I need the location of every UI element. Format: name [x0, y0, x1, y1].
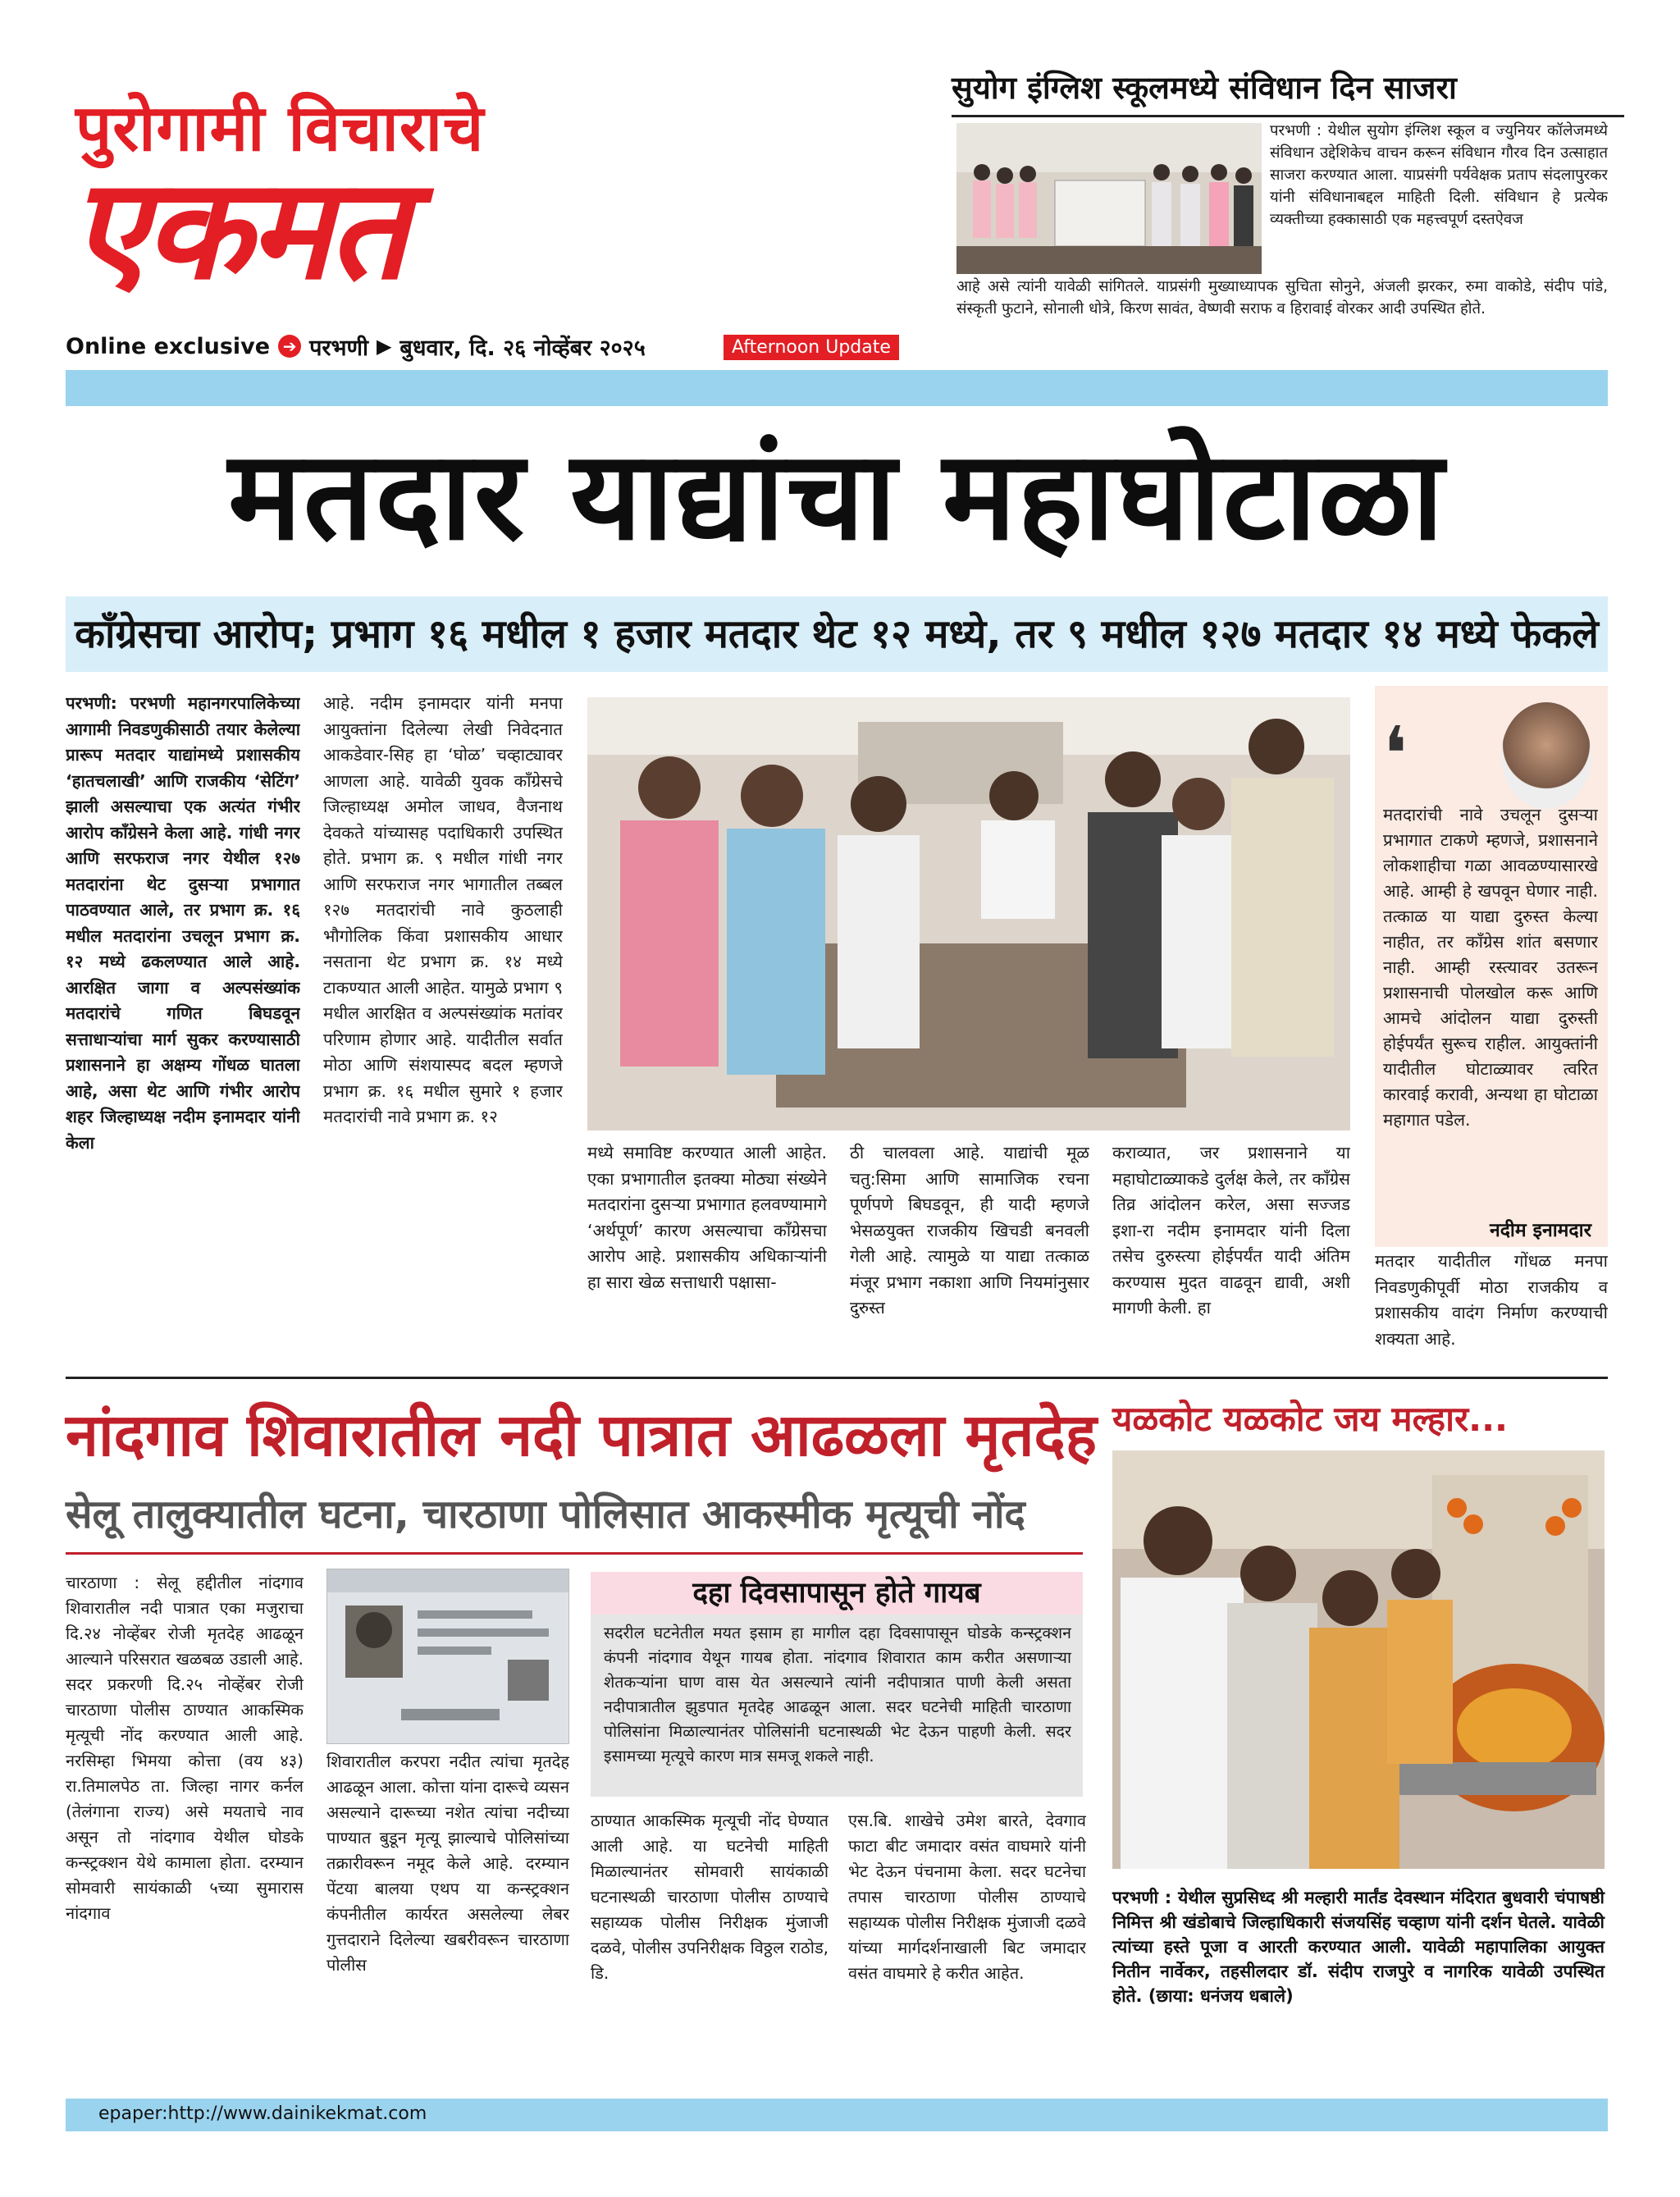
section-divider — [66, 1377, 1608, 1379]
quote-text: मतदारांची नावे उचलून दुसऱ्या प्रभागात टाकणे म्हणजे, प्रशासनाने लोकशाहीचा गळा आवळण्यासारखे आहे. आम्ही हे खपवून घेणार नाही. तत्काळ या याद्या दुरुस्त केल्या नाहीत, तर कॉंग्रेस शांत बसणार नाही. आम्ही रस्त्यावर उतरून प्रशासनाची पोलखोल करू आणि आमचे आंदोलन याद्या दुरुस्ती होईपर्यंत सुरूच राहील. आयुक्तांनी यादीतील घोटाळ्यावर त्वरित कारवाई करावी, अन्यथा हा घोटाळा महागात पडेल. — [1383, 805, 1598, 1130]
main-headline: मतदार याद्यांचा महाघोटाळा — [228, 425, 1445, 568]
masthead-logo: एकमत — [71, 148, 405, 311]
main-subhead: कॉंग्रेसचा आरोप; प्रभाग १६ मधील १ हजार मतदार थेट १२ मध्ये, तर ९ मधील १२७ मतदार १४ मध्ये फेकले — [75, 611, 1599, 657]
top-right-body-side: परभणी : येथील सुयोग इंग्लिश स्कूल व ज्युनियर कॉलेजमध्ये संविधान उद्देशिकेच वाचन करून संविधान गौरव दिन उत्साहात साजरा करण्यात आला. याप्रसंगी पर्यवेक्षक प्रताप संदलापुरकर यांनी संविधानाबद्दल माहिती दिली. संविधान हे प्रत्येक व्यक्तीच्या हक्कासाठी एक महत्त्वपूर्ण दस्तऐवज — [1270, 122, 1608, 228]
main-story-col-6: मतदार यादीतील गोंधळ मनपा निवडणुकीपूर्वी मोठा राजकीय व प्रशासकीय वादंग निर्माण करण्याची शक्यता आहे. — [1375, 1251, 1608, 1349]
nandgaon-col-1: चारठाणा : सेलू हद्दीतील नांदगाव शिवारातील नदी पात्रात एका मजुराचा दि.२४ नोव्हेंबर रोजी मृतदेह आढळून आल्याने परिसरात खळबळ उडाली आहे. सदर प्रकरणी दि.२५ नोव्हेंबर रोजी चारठाणा पोलीस ठाण्यात आकस्मिक मृत्यूची नोंद करण्यात आली आहे. नरसिम्हा भिमया कोत्ता (वय ४३) रा.तिमालपेठ ता. जिल्हा नागर कर्नल (तेलंगाना राज्य) असे मयताचे नाव असून तो नांदगाव येथील घोडके कन्स्ट्रक्शन येथे कामाला होता. दरम्यान सोमवारी सायंकाळी ५च्या सुमारास नांदगाव — [66, 1573, 304, 1923]
top-right-headline: सुयोग इंग्लिश स्कूलमध्ये संविधान दिन साजरा — [952, 66, 1624, 117]
nandgaon-subhead: सेलू तालुक्यातील घटना, चारठाणा पोलिसात आकस्मीक मृत्यूची नोंद — [66, 1491, 1025, 1537]
epaper-link[interactable]: epaper:http://www.dainikekmat.com — [98, 2103, 427, 2124]
id-card-photo — [326, 1569, 569, 1744]
nandgaon-col-4: एस.बि. शाखेचे उमेश बारते, देवगाव फाटा बीट जमादार वसंत वाघमारे यांनी भेट देऊन पंचनामा केला. सदर घटनेचा तपास चारठाणा पोलीस ठाण्याचे सहाय्यक पोलीस निरीक्षक मुंजाजी दळवे यांच्या मार्गदर्शनाखाली बिट जमादार वसंत वाघमारे हे करीत आहेत. — [848, 1811, 1086, 1983]
temple-photo — [1112, 1450, 1605, 1869]
nandgaon-col-3: ठाण्यात आकस्मिक मृत्यूची नोंद घेण्यात आली आहे. या घटनेची माहिती मिळाल्यानंतर सोमवारी सायंकाळी घटनास्थळी चारठाणा पोलीस ठाण्याचे सहाय्यक पोलीस निरीक्षक मुंजाजी दळवे, पोलीस उपनिरीक्षक विठ्ठल राठोड, डि. — [591, 1811, 829, 1983]
online-label: Online exclusive — [66, 333, 271, 359]
main-story-col-3: मध्ये समाविष्ट करण्यात आली आहेत. एका प्रभागातील इतक्या मोठ्या संख्येने मतदारांना दुसऱ्या प्रभागात हलवण्यामागे ‘अर्थपूर्ण’ कारण असल्याचा कॉंग्रेसचा आरोप आहे. प्रशासकीय अधिकाऱ्यांनी हा सारा खेळ सत्ताधारी पक्षासा- — [587, 1143, 827, 1292]
main-story-col-2: आहे. नदीम इनामदार यांनी मनपा आयुक्तांना दिलेल्या लेखी निवेदनात आकडेवार-सिह हा ‘घोळ’ चव्हाट्यावर आणला आहे. यावेळी युवक कॉंग्रेसचे जिल्हाध्यक्ष अमोल जाधव, वैजनाथ देवकते यांच्यासह पदाधिकारी उपस्थित होते. प्रभाग क्र. ९ मधील गांधी नगर आणि सरफराज नगर भागातील तब्बल १२७ मतदारांची नावे कुठलाही भौगोलिक किंवा प्रशासकीय आधार नसताना थेट प्रभाग क्र. १४ मध्ये टाकण्यात आली आहेत. यामुळे प्रभाग ९ मधील आरक्षित व अल्पसंख्यांक मतांवर परिणाम होणार आहे. यादीतील सर्वात मोठा आणि संशयास्पद बदल म्हणजे प्रभाग क्र. १६ मधील सुमारे १ हजार मतदारांची नावे प्रभाग क्र. १२ — [323, 693, 563, 1126]
play-icon: ▶ — [376, 335, 392, 358]
main-story-col-4: ठी चालवला आहे. याद्यांची मूळ चतु:सिमा आणि सामाजिक रचना पूर्णपणे बिघडवून, ही यादी म्हणजे भेसळयुक्त राजकीय खिचडी बनवली गेली आहे. त्यामुळे या याद्या तत्काळ मंजूर प्रभाग नकाशा आणि नियमांनुसार दुरुस्त — [850, 1143, 1089, 1318]
congress-delegation-photo — [587, 697, 1350, 1130]
nandgaon-col-2: शिवारातील करपरा नदीत त्यांचा मृतदेह आढळून आला. कोत्ता यांना दारूचे व्यसन असल्याने दारूच्या नशेत त्यांचा नदीच्या पाण्यात बुडून मृत्यू झाल्याचे पोलिसांच्या तक्रारीवरून नमूद केले आहे. दरम्यान पेंटया बालया एथप या कन्स्ट्रक्शन कंपनीतील कार्यरत असलेल्या लेबर गुत्तदाराने दिलेल्या खबरीवरून चारठाणा पोलीस — [326, 1752, 569, 1975]
temple-heading: यळकोट यळकोट जय मल्हार... — [1112, 1399, 1508, 1439]
city-label: परभणी — [309, 335, 368, 361]
nandgaon-divider — [66, 1552, 1083, 1555]
id-card-illustration — [327, 1569, 569, 1744]
school-event-photo — [956, 123, 1262, 274]
masthead-meta — [66, 331, 646, 361]
nandgaon-headline: नांदगाव शिवारातील नदी पात्रात आढळला मृतदेह — [66, 1400, 1097, 1469]
main-story-col-5: कराव्यात, जर प्रशासनाने या महाघोटाळ्याकडे दुर्लक्ष केले, तर कॉंग्रेस तिव्र आंदोलन करेल, असा सज्जड इशा-रा नदीम इनामदार यांनी दिला तसेच दुरुस्त्या होईपर्यंत यादी अंतिम करण्यास मुदत वाढवून द्यावी, अशी मागणी केली. हा — [1112, 1143, 1350, 1318]
masthead-tagline: पुरोगामी विचाराचे — [75, 92, 485, 166]
school-event-illustration — [956, 123, 1262, 274]
edition-badge: Afternoon Update — [724, 335, 899, 360]
main-story-col-1: परभणी: परभणी महानगरपालिकेच्या आगामी निवडणुकीसाठी तयार केलेल्या प्रारूप मतदार याद्यांमध्ये प्रशासकीय ‘हातचलाखी’ आणि राजकीय ‘सेटिंग’ झाली असल्याचा एक अत्यंत गंभीर आरोप कॉंग्रेसने केला आहे. गांधी नगर आणि सरफराज नगर येथील १२७ मतदारांना थेट दुसऱ्या प्रभागात पाठवण्यात आले, तर प्रभाग क्र. १६ मधील मतदारांना उचलून प्रभाग क्र. १२ मध्ये ढकलण्यात आले आहे. आरक्षित जागा व अल्पसंख्यांक मतदारांचे गणित बिघडवून सत्ताधाऱ्यांचा मार्ग सुकर करण्यासाठी प्रशासनाने हा अक्षम्य गोंधळ घातला आहे, असा थेट आणि गंभीर आरोप शहर जिल्हाध्यक्ष नदीम इनामदार यांनी केला — [66, 693, 300, 1153]
quote-author: नदीम इनामदार — [1489, 1220, 1591, 1241]
header-band — [66, 370, 1608, 406]
quote-author-avatar — [1501, 702, 1591, 809]
delegation-illustration — [587, 697, 1350, 1130]
side-box-title: दहा दिवसापासून होते गायब — [591, 1572, 1083, 1615]
top-right-body: आहे असे त्यांनी यावेळी सांगितले. याप्रसंगी मुख्याध्यापक सुचिता सोनुने, अंजली झरकर, रुमा वाकोडे, संदीप पांडे, संस्कृती फुटाने, सोनाली धोत्रे, किरण सावंत, वेष्णवी सराफ व हिरावाई वोरकर आदी उपस्थित होते. — [956, 278, 1608, 317]
quote-icon: ❛ — [1383, 710, 1408, 798]
temple-illustration — [1112, 1450, 1605, 1869]
arrow-right-icon: ➔ — [278, 335, 301, 358]
side-box-text: सदरील घटनेतील मयत इसाम हा मागील दहा दिवसापासून घोडके कन्स्ट्रक्शन कंपनी नांदगाव येथून गायब होता. नांदगाव शिवारात काम करीत असणाऱ्या शेतकऱ्यांना घाण वास येत असल्याने त्यांनी नदीपात्रात पाणी केली असता नदीपात्रातील झुडपात मृतदेह आढळून आला. सदर घटनेची माहिती चारठाणा पोलिसांना मिळाल्यानंतर पोलिसांनी घटनास्थळी भेट देऊन पाहणी केली. सदर इसामच्या मृत्यूचे कारण मात्र समजू शकले नाही. — [604, 1624, 1071, 1765]
temple-caption: परभणी : येथील सुप्रसिध्द श्री मल्हारी मार्तंड देवस्थान मंदिरात बुधवारी चंपाषष्ठी निमित्त श्री खंडोबाचे जिल्हाधिकारी संजयसिंह चव्हाण यांनी दर्शन घेतले. यावेळी त्यांच्या हस्ते पूजा व आरती करण्यात आली. यावेळी महापालिका आयुक्त नितीन नार्वेकर, तहसीलदार डॉ. संदीप राजपुरे व नागरिक यावेळी उपस्थित होते. (छाया: धनंजय धबाले) — [1112, 1888, 1605, 2006]
issue-date: बुधवार, दि. २६ नोव्हेंबर २०२५ — [399, 335, 646, 361]
